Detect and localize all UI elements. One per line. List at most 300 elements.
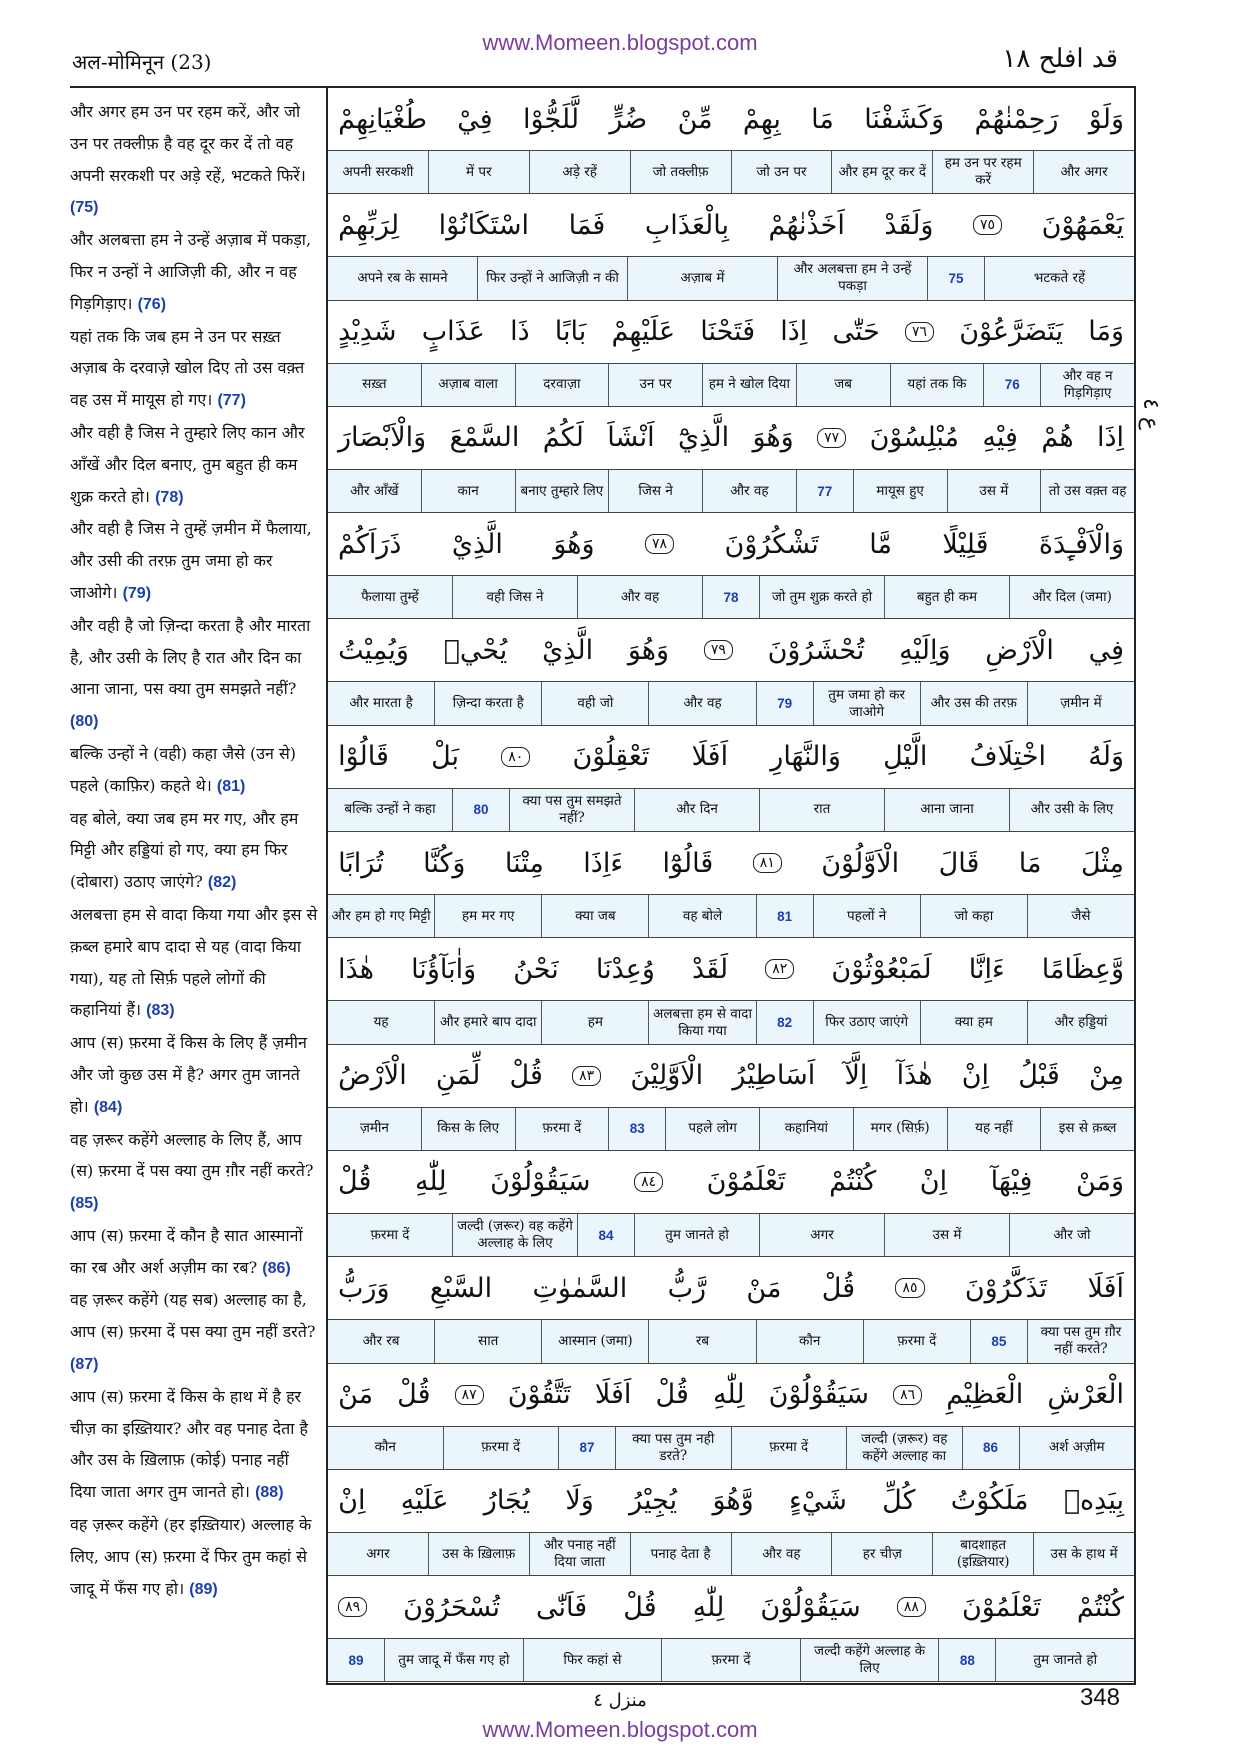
meaning-cell: और मारता है — [349, 695, 413, 712]
meaning-row — [328, 681, 1134, 725]
translation-verse — [70, 513, 318, 609]
ayah-marker: ٨٥ — [895, 1278, 924, 1298]
arabic-word: لَمَبْعُوْثُوْنَ — [831, 953, 932, 985]
arabic-line — [328, 938, 1134, 1000]
translation-verse — [70, 1124, 318, 1220]
meaning-cell: अपने रब के सामने — [357, 269, 448, 286]
meaning-verse-number: 75 — [927, 257, 984, 299]
arabic-word: الَّذِيْ — [542, 634, 594, 666]
translation-column — [70, 96, 318, 1686]
verse-number: (87) — [70, 1356, 99, 1374]
meaning-cell: अगर — [366, 1545, 390, 1562]
meaning-cell: जिस ने — [608, 470, 702, 512]
arabic-word: فَتَحْنَا — [700, 316, 756, 348]
arabic-word: هٰذَا — [338, 953, 374, 985]
meaning-row — [328, 1319, 1134, 1363]
meaning-cell: ज़िन्दा करता है — [434, 682, 541, 724]
meaning-cell: क्या पस तुम समझते नहीं? — [509, 789, 634, 831]
meaning-cell: में पर — [428, 151, 529, 193]
meaning-cell: बादशाहत (इख़्तियार) — [932, 1533, 1033, 1575]
translation-text: आप (स) फ़रमा दें किस के हाथ में है हर चीज़ का इख़्तियार? और वह पनाह देता है और उस के ख़िलाफ़ (कोई) पनाह नहीं दिया जाता अगर तुम जानते हो। — [70, 1386, 308, 1502]
meaning-cell: वही जिस ने — [452, 576, 577, 618]
arabic-word: اخْتِلَافُ — [969, 741, 1047, 773]
meaning-cell: तुम जमा हो कर जाओगे — [813, 682, 920, 724]
meaning-cell: वही जो — [541, 682, 648, 724]
meaning-cell: यह नहीं — [947, 1108, 1041, 1150]
ayah-marker: ٨١ — [753, 853, 782, 873]
meaning-verse-number: 89 — [348, 1652, 364, 1668]
word-by-word-table — [326, 88, 1136, 1685]
arabic-word: وَمَا — [1088, 316, 1124, 348]
arabic-word: وَّعِظَامًا — [1041, 953, 1124, 985]
arabic-word: ذَا — [510, 316, 530, 348]
site-url-top: www.Momeen.blogspot.com — [482, 30, 758, 55]
arabic-word: اَفَلَا — [1087, 1272, 1124, 1304]
meaning-cell: उस के हाथ में — [1033, 1533, 1134, 1575]
meaning-cell: रब — [648, 1320, 755, 1362]
meaning-cell: उस में — [884, 1214, 1009, 1256]
arabic-word: ءَاِنَّا — [968, 953, 1005, 985]
ayah-marker: ٨٤ — [634, 1172, 663, 1192]
arabic-word: عَذَابٍ — [421, 316, 485, 348]
meaning-verse-number: 87 — [558, 1427, 615, 1469]
meaning-verse-number: 81 — [756, 895, 813, 937]
meaning-verse-number: 78 — [702, 576, 759, 618]
meaning-cell: और हम दूर कर दें — [831, 151, 932, 193]
translation-text: और अगर हम उन पर रहम करें, और जो उन पर तक्लीफ़ है वह दूर कर दें तो वह अपनी सरकशी पर अड़े रहें, भटकते फिरें। — [70, 102, 306, 185]
meaning-verse-number: 84 — [577, 1214, 634, 1256]
meaning-cell: यहां तक कि — [890, 364, 984, 406]
meaning-cell: बल्कि उन्हों ने कहा — [344, 801, 436, 818]
meaning-row — [328, 1638, 1134, 1682]
arabic-word: فِيْهِ — [982, 422, 1018, 454]
arabic-word: الْاَوَّلِيْنَ — [630, 1060, 704, 1092]
verse-number: (88) — [255, 1484, 284, 1502]
meaning-verse-number: 77 — [796, 470, 853, 512]
ruku-marker: ع ٤ — [1138, 398, 1163, 430]
arabic-word: مَّا — [869, 528, 892, 560]
arabic-word: قُلْ — [397, 1379, 431, 1411]
arabic-word: يُجَارُ — [483, 1485, 531, 1517]
meaning-cell: अर्श अज़ीम — [1019, 1427, 1135, 1469]
meaning-cell: आस्मान (जमा) — [541, 1320, 648, 1362]
page-number: 348 — [1079, 1684, 1120, 1711]
arabic-word: فِيْ — [457, 103, 493, 135]
arabic-word: فَمَا — [568, 209, 606, 241]
arabic-word: قُلْ — [338, 1166, 372, 1198]
meaning-row — [328, 1000, 1134, 1044]
arabic-word: الَّذِيْ — [451, 528, 503, 560]
arabic-word: وَّهُوَ — [712, 1485, 754, 1517]
meaning-verse-number: 88 — [938, 1639, 995, 1681]
meaning-verse-number: 80 — [452, 789, 509, 831]
arabic-line — [328, 194, 1134, 256]
meaning-cell: पनाह देता है — [630, 1533, 731, 1575]
translation-text: वह ज़रूर कहेंगे (हर इख़्तियार) अल्लाह के लिए, आप (स) फ़रमा दें फिर तुम कहां से जादू में फँस गए हो। — [70, 1515, 312, 1598]
translation-text: अलबत्ता हम से वादा किया गया और इस से क़ब्ल हमारे बाप दादा से यह (वादा किया गया), यह तो सिर्फ़ पहले लोगों की कहानियां हैं। — [70, 904, 318, 1020]
arabic-line — [328, 1045, 1134, 1107]
meaning-cell: फ़रमा दें — [863, 1320, 970, 1362]
arabic-word: سَيَقُوْلُوْنَ — [768, 1379, 870, 1411]
meaning-row — [328, 1213, 1134, 1257]
meaning-row — [328, 894, 1134, 938]
translation-text: वह बोले, क्या जब हम मर गए, और हम मिट्टी और हड्डियां हो गए, क्या हम फिर (दोबारा) उठाए जाएंगे? — [70, 808, 299, 892]
arabic-word: كُنْتُمْ — [829, 1166, 877, 1198]
meaning-cell: और अगर — [1033, 151, 1134, 193]
arabic-word: قَالُوْا — [338, 741, 389, 773]
translation-verse — [70, 96, 318, 224]
translation-text: वह ज़रूर कहेंगे अल्लाह के लिए हैं, आप (स) फ़रमा दें पस क्या तुम ग़ौर नहीं करते? — [70, 1129, 314, 1181]
arabic-line — [328, 301, 1134, 363]
translation-verse — [70, 417, 318, 513]
arabic-word: السَّمْعَ — [449, 422, 520, 454]
ayah-marker: ٨٣ — [572, 1066, 601, 1086]
meaning-cell: जल्दी (ज़रूर) वह कहेंगे अल्लाह का — [846, 1427, 962, 1469]
meaning-cell: ज़मीन — [359, 1120, 389, 1137]
meaning-verse-number: 83 — [608, 1108, 665, 1150]
arabic-word: اَنْشَاَ — [607, 422, 655, 454]
arabic-word: مِنْ — [1088, 1060, 1124, 1092]
meaning-cell: वह बोले — [648, 895, 755, 937]
arabic-word: وَهُوَ — [627, 634, 670, 666]
meaning-cell: तुम जानते हो — [634, 1214, 759, 1256]
arabic-word: مَا — [1018, 847, 1042, 879]
translation-text: यहां तक कि जब हम ने उन पर सख़्त अज़ाब के दरवाज़े खोल दिए तो उस वक़्त वह उस में मायूस हो गए। — [70, 326, 305, 410]
arabic-word: لِرَبِّهِمْ — [338, 209, 400, 241]
meaning-cell: जो कहा — [920, 895, 1027, 937]
meaning-cell: जब — [796, 364, 890, 406]
translation-verse — [70, 224, 318, 320]
arabic-word: الْعَظِيْمِ — [946, 1379, 1024, 1411]
meaning-cell: जल्दी (ज़रूर) वह कहेंगे अल्लाह के लिए — [452, 1214, 577, 1256]
arabic-word: اِذَا — [780, 316, 808, 348]
verse-number: (86) — [262, 1259, 291, 1277]
meaning-cell: कौन — [374, 1439, 396, 1456]
arabic-word: وَالْاَبْصَارَ — [338, 422, 427, 454]
arabic-word: اِنْ — [919, 1166, 948, 1198]
arabic-word: تَشْكُرُوْنَ — [724, 528, 819, 560]
arabic-word: قَالُوْٓا — [662, 847, 714, 879]
meaning-cell: हम उन पर रहम करें — [932, 151, 1033, 193]
meaning-row — [328, 1107, 1134, 1151]
meaning-row — [328, 256, 1134, 300]
ayah-marker: ٧٨ — [645, 534, 674, 554]
meaning-cell: क्या हम — [920, 1001, 1027, 1043]
verse-number: (79) — [122, 584, 152, 602]
meaning-cell: और उसी के लिए — [1009, 789, 1134, 831]
arabic-word: هٰذَآ — [896, 1060, 933, 1092]
meaning-row — [328, 788, 1134, 832]
arabic-word: يَتَضَرَّعُوْنَ — [959, 316, 1064, 348]
meaning-cell: आना जाना — [884, 789, 1009, 831]
arabic-word: وَاٰبَآؤُنَا — [411, 953, 477, 985]
arabic-word: حَتّٰى — [832, 316, 880, 348]
arabic-word: الَّيْلِ — [883, 741, 928, 773]
meaning-row — [328, 363, 1134, 407]
arabic-word: وَلَهُ — [1088, 741, 1124, 773]
meaning-cell: और हड्डियां — [1027, 1001, 1134, 1043]
juz-title: قد افلح ١٨ — [1002, 44, 1118, 74]
verse-number: (89) — [189, 1580, 218, 1598]
arabic-line — [328, 1257, 1134, 1319]
arabic-word: قُلْ — [655, 1379, 689, 1411]
arabic-word: تُرَابًا — [338, 847, 384, 879]
arabic-word: مِثْلَ — [1080, 847, 1124, 879]
arabic-word: وَالْاَفْـِٕدَةَ — [1038, 528, 1124, 560]
meaning-cell: अज़ाब वाला — [421, 364, 515, 406]
arabic-line — [328, 1151, 1134, 1213]
meaning-cell: जो तक्लीफ़ — [630, 151, 731, 193]
ayah-marker: ٨٨ — [897, 1597, 926, 1617]
meaning-cell: और हम हो गए मिट्टी — [331, 907, 431, 924]
arabic-word: اِلَّآ — [844, 1060, 868, 1092]
arabic-word: مُبْلِسُوْنَ — [869, 422, 959, 454]
arabic-line — [328, 726, 1134, 788]
meaning-cell: फैलाया तुम्हें — [361, 588, 419, 605]
arabic-word: يُجِيْرُ — [629, 1485, 678, 1517]
meaning-cell: फ़रमा दें — [661, 1639, 800, 1681]
arabic-word: اِنْ — [338, 1485, 366, 1517]
meaning-cell: बहुत ही कम — [884, 576, 1009, 618]
meaning-cell: किस के लिए — [421, 1108, 515, 1150]
arabic-word: هُمْ — [1041, 422, 1074, 454]
verse-number: (75) — [70, 199, 99, 217]
meaning-cell: फिर उठाए जाएंगे — [813, 1001, 920, 1043]
arabic-word: فَاَنّٰى — [536, 1591, 588, 1623]
ayah-marker: ٨٦ — [893, 1385, 922, 1405]
arabic-word: لِلّٰهِ — [712, 1379, 745, 1411]
arabic-word: وَلَا — [565, 1485, 594, 1517]
arabic-word: وَمَنْ — [1075, 1166, 1124, 1198]
arabic-word: السَّبْعِ — [429, 1272, 493, 1304]
ayah-marker: ٧٧ — [817, 428, 846, 448]
meaning-verse-number: 76 — [983, 364, 1040, 406]
meaning-verse-number: 86 — [962, 1427, 1019, 1469]
translation-verse — [70, 803, 318, 899]
arabic-word: الْاَرْضِ — [985, 634, 1054, 666]
meaning-cell: जल्दी कहेंगे अल्लाह के लिए — [800, 1639, 939, 1681]
meaning-cell: फ़रमा दें — [443, 1427, 559, 1469]
meaning-cell: और वह — [731, 1533, 832, 1575]
arabic-word: وَكُنَّا — [423, 847, 466, 879]
arabic-word: بَابًا — [554, 316, 587, 348]
arabic-word: لَّلَجُّوْا — [523, 103, 580, 135]
arabic-word: نَحْنُ — [513, 953, 559, 985]
arabic-word: وَهُوَ — [752, 422, 794, 454]
translation-text: वह ज़रूर कहेंगे (यह सब) अल्लाह का है, आप (स) फ़रमा दें पस क्या तुम नहीं डरते? — [70, 1290, 316, 1342]
arabic-word: شَدِيْدٍ — [338, 316, 397, 348]
arabic-word: تَعْلَمُوْنَ — [961, 1591, 1041, 1623]
verse-number: (78) — [155, 488, 184, 506]
arabic-word: فِيْهَآ — [990, 1166, 1033, 1198]
meaning-cell: रात — [759, 789, 884, 831]
verse-number: (76) — [137, 295, 167, 313]
meaning-cell: कौन — [756, 1320, 863, 1362]
meaning-cell: फिर कहां से — [523, 1639, 662, 1681]
meaning-verse-number: 82 — [756, 1001, 813, 1043]
arabic-word: وَلَوْ — [1088, 103, 1124, 135]
arabic-word: عَلَيْهِمْ — [611, 316, 676, 348]
arabic-word: اَفَلَا — [594, 1379, 632, 1411]
meaning-verse-number: 85 — [970, 1320, 1027, 1362]
arabic-word: يُحْيٖ — [443, 634, 508, 666]
meaning-cell: हम मर गए — [434, 895, 541, 937]
meaning-cell: उस के ख़िलाफ़ — [428, 1533, 529, 1575]
arabic-word: السَّمٰوٰتِ — [532, 1272, 628, 1304]
arabic-line — [328, 1576, 1134, 1638]
arabic-line — [328, 513, 1134, 575]
arabic-word: مَلَكُوْتُ — [950, 1485, 1029, 1517]
translation-text: बल्कि उन्हों ने (वही) कहा जैसे (उन से) पहले (काफ़िर) कहते थे। — [70, 743, 297, 795]
translation-verse — [70, 610, 318, 738]
arabic-word: اَخَذْنٰهُمْ — [768, 209, 845, 241]
meaning-cell: फिर उन्हों ने आजिज़ी न की — [477, 257, 627, 299]
arabic-word: لِلّٰهِ — [414, 1166, 447, 1198]
meaning-cell: सख़्त — [362, 376, 387, 393]
arabic-word: تَتَّقُوْنَ — [507, 1379, 571, 1411]
arabic-word: كُلِّ — [882, 1485, 916, 1517]
meaning-cell: अड़े रहें — [529, 151, 630, 193]
arabic-word: يَعْمَهُوْنَ — [1041, 209, 1124, 241]
arabic-word: مَنْ — [746, 1272, 782, 1304]
meaning-cell: और दिन — [634, 789, 759, 831]
meaning-cell: और वह — [702, 470, 796, 512]
translation-text: आप (स) फ़रमा दें कौन है सात आस्मानों का रब और अर्श अज़ीम का रब? — [70, 1225, 303, 1277]
ayah-marker: ٧٦ — [905, 322, 934, 342]
arabic-word: وَكَشَفْنَا — [864, 103, 945, 135]
translation-verse — [70, 738, 318, 803]
arabic-line — [328, 1364, 1134, 1426]
arabic-word: اِذَا — [1096, 422, 1124, 454]
arabic-word: مَنْ — [338, 1379, 374, 1411]
meaning-cell: भटकते रहें — [984, 257, 1134, 299]
meaning-cell: बनाए तुम्हारे लिए — [515, 470, 609, 512]
arabic-word: تَعْلَمُوْنَ — [706, 1166, 786, 1198]
meaning-cell: फ़रमा दें — [370, 1226, 410, 1243]
meaning-row — [328, 469, 1134, 513]
arabic-word: اَسَاطِيْرُ — [732, 1060, 816, 1092]
meaning-cell: और पनाह नहीं दिया जाता — [529, 1533, 630, 1575]
meaning-cell: तुम जानते हो — [995, 1639, 1134, 1681]
arabic-word: قُلْ — [623, 1591, 657, 1623]
arabic-word: مَا — [811, 103, 834, 135]
arabic-word: اسْتَكَانُوْا — [438, 209, 530, 241]
translation-verse — [70, 1220, 318, 1285]
arabic-word: رَحِمْنٰهُمْ — [974, 103, 1059, 135]
arabic-word: مِّنْ — [677, 103, 713, 135]
arabic-word: قَبْلُ — [1018, 1060, 1060, 1092]
site-url-bottom: www.Momeen.blogspot.com — [482, 1717, 758, 1742]
ayah-marker: ٧٥ — [973, 215, 1002, 235]
arabic-word: الَّذِيْٓ — [678, 422, 730, 454]
meaning-cell: पहलों ने — [813, 895, 920, 937]
meaning-cell: और वह न गिड़गिड़ाए — [1040, 364, 1134, 406]
arabic-word: سَيَقُوْلُوْنَ — [490, 1166, 591, 1198]
meaning-cell: मायूस हुए — [853, 470, 947, 512]
translation-verse — [70, 1509, 318, 1605]
arabic-word: بَلْ — [431, 741, 460, 773]
verse-number: (82) — [207, 874, 237, 892]
arabic-word: عَلَيْهِ — [400, 1485, 449, 1517]
translation-verse — [70, 1284, 318, 1380]
meaning-cell: दरवाज़ा — [515, 364, 609, 406]
arabic-line — [328, 407, 1134, 469]
arabic-word: قَالَ — [938, 847, 980, 879]
arabic-word: وَرَبُّ — [338, 1272, 390, 1304]
arabic-word: بِهِمْ — [742, 103, 781, 135]
translation-verse — [70, 1027, 318, 1123]
arabic-word: وَيُمِيْتُ — [338, 634, 409, 666]
arabic-word: الْعَرْشِ — [1047, 1379, 1124, 1411]
meaning-cell: हम — [541, 1001, 648, 1043]
translation-text: और अलबत्ता हम ने उन्हें अज़ाब में पकड़ा, फिर न उन्हों ने आजिज़ी की, और न वह गिड़गिड़ाए। — [70, 230, 312, 313]
meaning-cell: सात — [434, 1320, 541, 1362]
verse-number: (80) — [70, 713, 99, 731]
meaning-cell: क्या पस तुम ग़ौर नहीं करते? — [1027, 1320, 1134, 1362]
meaning-cell: अपनी सरकशी — [342, 163, 414, 180]
verse-number: (85) — [70, 1195, 99, 1213]
arabic-word: الْاَرْضُ — [338, 1060, 407, 1092]
arabic-word: لِّمَنِ — [435, 1060, 481, 1092]
meaning-cell: हर चीज़ — [831, 1533, 932, 1575]
manzil-label: منزل ٤ — [593, 1690, 647, 1711]
verse-number: (77) — [217, 392, 246, 410]
meaning-cell: और अलबत्ता हम ने उन्हें पकड़ा — [777, 257, 927, 299]
arabic-line — [328, 619, 1134, 681]
arabic-word: رَّبُّ — [667, 1272, 707, 1304]
arabic-word: لَقَدْ — [692, 953, 729, 985]
arabic-word: شَيْءٍ — [789, 1485, 847, 1517]
arabic-word: لِلّٰهِ — [692, 1591, 725, 1623]
translation-text: और वही है जिस ने तुम्हें ज़मीन में फैलाया, और उसी की तरफ़ तुम जमा हो कर जाओगे। — [70, 519, 312, 602]
verse-number: (81) — [216, 777, 246, 795]
meaning-cell: और वह — [577, 576, 702, 618]
meaning-cell: क्या जब — [541, 895, 648, 937]
arabic-word: قُلْ — [821, 1272, 856, 1304]
meaning-cell: जो तुम शुक्र करते हो — [759, 576, 884, 618]
arabic-word: وَاِلَيْهِ — [899, 634, 951, 666]
meaning-cell: इस से क़ब्ल — [1040, 1108, 1134, 1150]
meaning-cell: और हमारे बाप दादा — [434, 1001, 541, 1043]
translation-text: और वही है जिस ने तुम्हारे लिए कान और आँखें और दिल बनाए, तुम बहुत ही कम शुक्र करते हो। — [70, 422, 305, 506]
meaning-cell: तो उस वक़्त वह — [1040, 470, 1134, 512]
meaning-cell: और वह — [648, 682, 755, 724]
ayah-marker: ٨٢ — [765, 959, 794, 979]
meaning-cell: फ़रमा दें — [731, 1427, 847, 1469]
verse-number: (83) — [146, 1002, 175, 1020]
ayah-marker: ٨٩ — [338, 1597, 367, 1617]
translation-verse — [70, 899, 318, 1027]
translation-text: आप (स) फ़रमा दें किस के लिए हैं ज़मीन और जो कुछ उस में है? अगर तुम जानते हो। — [70, 1033, 307, 1116]
meaning-row — [328, 575, 1134, 619]
arabic-word: ءَاِذَا — [583, 847, 624, 879]
translation-verse — [70, 1381, 318, 1509]
meaning-row — [328, 1532, 1134, 1576]
translation-text: और वही है जो ज़िन्दा करता है और मारता है, और उसी के लिए है रात और दिन का आना जाना, पस क्या तुम समझते नहीं? — [70, 615, 311, 699]
meaning-row — [328, 1426, 1134, 1470]
meaning-cell: और आँखें — [350, 482, 399, 499]
meaning-verse-number: 79 — [756, 682, 813, 724]
meaning-cell: जो उन पर — [731, 151, 832, 193]
arabic-word: وَالنَّهَارِ — [770, 741, 841, 773]
meaning-cell: अगर — [759, 1214, 884, 1256]
surah-title: अल-मोमिनून (23) — [72, 50, 212, 74]
meaning-cell: जैसे — [1027, 895, 1134, 937]
meaning-cell: फ़रमा दें — [515, 1108, 609, 1150]
ayah-marker: ٨٠ — [501, 747, 530, 767]
arabic-word: وَهُوَ — [553, 528, 595, 560]
arabic-word: لَكُمُ — [542, 422, 584, 454]
